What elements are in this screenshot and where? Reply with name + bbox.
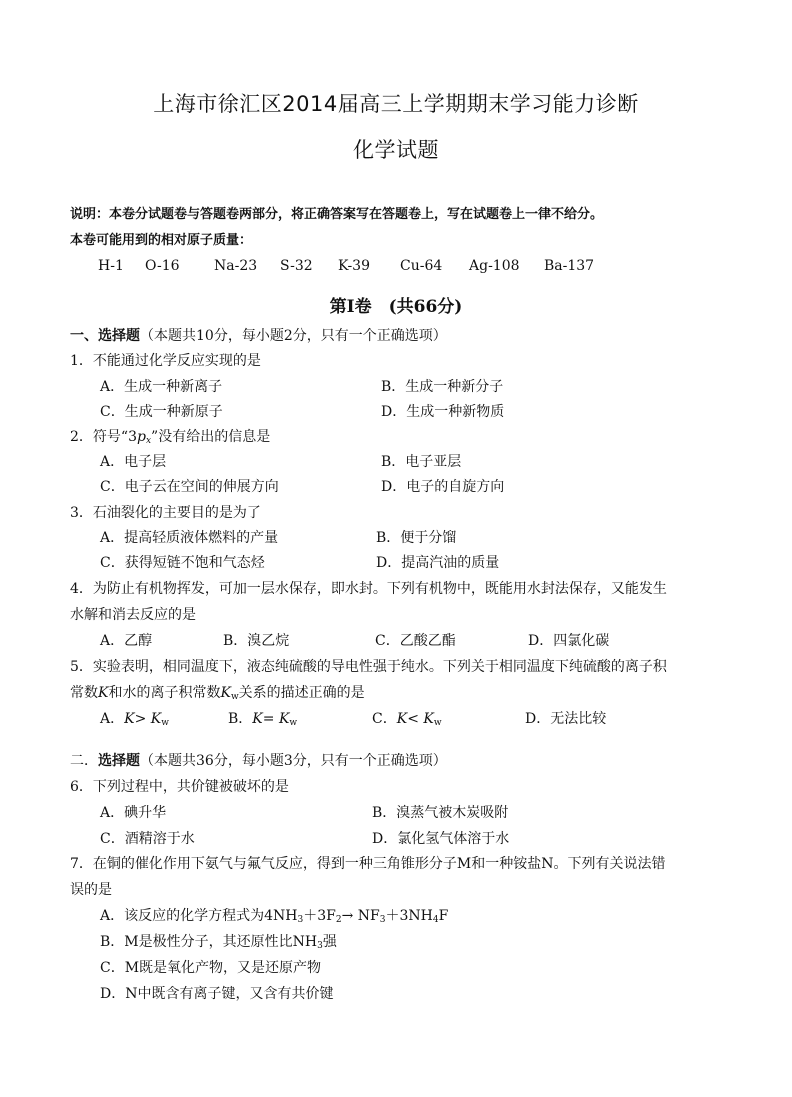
q4-option-c: C．乙酸乙酯 <box>375 633 456 649</box>
q2-stem-x: x <box>145 436 152 446</box>
exam-subtitle: 化学试题 <box>353 138 439 162</box>
q5-stem-w: w <box>230 692 239 702</box>
q3-option-d: D．提高汽油的质量 <box>376 555 500 571</box>
atomic-mass: S-32 <box>280 258 313 274</box>
q7-b-s: 3 <box>317 941 323 951</box>
section2-desc: （本题共36分，每小题3分，只有一个正确选项） <box>140 753 447 769</box>
q7-option-d: D．N中既含有离子键，又含有共价键 <box>100 986 334 1002</box>
q6-option-d: D．氯化氢气体溶于水 <box>372 831 510 847</box>
q7-a-s1: 3 <box>297 915 304 925</box>
q5-a-w: w <box>161 718 169 728</box>
q5-c-k: K <box>396 711 408 727</box>
q5-b-pre: B． <box>228 711 253 727</box>
q5-option-c <box>372 708 442 728</box>
q3-option-a: A．提高轻质液体燃料的产量 <box>100 530 279 546</box>
q6-option-a: A．碘升华 <box>100 805 167 821</box>
q5-c-kw: K <box>423 711 434 727</box>
q5-stem-kw: K <box>220 685 231 701</box>
atomic-mass: K-39 <box>338 258 370 274</box>
q4-option-a: A．乙醇 <box>100 633 153 649</box>
atomic-mass: H-1 <box>98 258 124 274</box>
q7-a-end: F <box>438 908 449 924</box>
section1-heading: 一、选择题 <box>70 328 140 344</box>
reaction-arrow-icon: → <box>341 908 358 924</box>
q7-a-s3: 3 <box>379 915 386 925</box>
q5-a-k: K <box>124 711 135 727</box>
q6-option-c: C．酒精溶于水 <box>100 831 195 847</box>
q5-b-k: K <box>252 711 263 727</box>
q5-stem-mid: 和水的离子积常数 <box>108 685 221 701</box>
q7-a-pre: A．该反应的化学方程式为4NH <box>100 908 298 924</box>
section2-header <box>70 750 447 770</box>
section1-header <box>70 325 447 345</box>
question-7-stem-line1: 7．在铜的催化作用下氨气与氟气反应，得到一种三角锥形分子M和一种铵盐N。下列有关说法错 <box>70 856 666 872</box>
q1-option-c: C．生成一种新原子 <box>100 404 223 420</box>
q5-option-b <box>228 708 297 728</box>
q7-b-pre: B．M是极性分子，其还原性比NH <box>100 934 318 950</box>
question-5-stem-line1: 5．实验表明，相同温度下，液态纯硫酸的导电性强于纯水。下列关于相同温度下纯硫酸的离子积 <box>70 659 667 675</box>
atomic-mass: O-16 <box>145 258 180 274</box>
section1-desc: （本题共10分，每小题2分，只有一个正确选项） <box>140 328 447 344</box>
q3-option-b: B．便于分馏 <box>376 530 457 546</box>
atomic-mass: Cu-64 <box>400 258 443 274</box>
q5-stem-k: K <box>98 685 109 701</box>
q1-option-d: D．生成一种新物质 <box>381 404 505 420</box>
q2-option-b: B．电子亚层 <box>381 454 462 470</box>
q5-option-a <box>100 708 169 728</box>
volume-title: 第Ⅰ卷 (共66分) <box>329 297 463 317</box>
section2-heading-pre: 二． <box>70 753 98 769</box>
q2-stem-post: ”没有给出的信息是 <box>151 429 271 445</box>
question-1-stem: 1．不能通过化学反应实现的是 <box>70 353 261 369</box>
exam-title: 上海市徐汇区2014届高三上学期期末学习能力诊断 <box>153 92 639 116</box>
q7-a-m1: ＋3F <box>303 908 336 924</box>
q5-option-d: D．无法比较 <box>525 711 607 727</box>
q5-a-pre: A． <box>100 711 125 727</box>
q6-option-b: B．溴蒸气被木炭吸附 <box>372 805 509 821</box>
question-6-stem: 6．下列过程中，共价键被破坏的是 <box>70 779 289 795</box>
section2-heading: 选择题 <box>98 753 140 769</box>
question-5-stem-line2 <box>70 682 365 702</box>
q2-stem-p: p <box>136 429 146 445</box>
masses-label: 本卷可能用到的相对原子质量： <box>70 233 253 248</box>
q1-option-b: B．生成一种新分子 <box>381 379 504 395</box>
question-3-stem: 3．石油裂化的主要目的是为了 <box>70 505 261 521</box>
atomic-mass: Na-23 <box>214 258 258 274</box>
q7-a-s2: 2 <box>335 915 342 925</box>
q7-b-post: 强 <box>322 934 337 950</box>
instructions-note: 说明：本卷分试题卷与答题卷两部分，将正确答案写在答题卷上，写在试题卷上一律不给分。 <box>70 207 604 222</box>
q5-c-w: w <box>433 718 442 728</box>
atomic-mass: Ba-137 <box>544 258 595 274</box>
atomic-mass: Ag-108 <box>469 258 520 274</box>
q5-a-kw: K <box>150 711 162 727</box>
q7-a-s4: 4 <box>432 915 439 925</box>
q7-option-a <box>100 905 448 925</box>
q5-a-op: > <box>134 711 151 727</box>
q5-c-op: < <box>407 711 424 727</box>
q2-option-c: C．电子云在空间的伸展方向 <box>100 479 279 495</box>
q5-b-w: w <box>289 718 298 728</box>
q4-option-d: D．四氯化碳 <box>528 633 610 649</box>
question-7-stem-line2: 误的是 <box>70 882 112 898</box>
q2-stem-pre: 2．符号“3 <box>70 429 137 445</box>
q7-a-m3: ＋3NH <box>385 908 433 924</box>
q5-b-op: = <box>262 711 279 727</box>
q3-option-c: C．获得短链不饱和气态烃 <box>100 555 265 571</box>
question-4-stem-line1: 4．为防止有机物挥发，可加一层水保存，即水封。下列有机物中，既能用水封法保存，又能发生 <box>70 581 667 597</box>
question-2-stem <box>70 426 270 446</box>
q5-b-kw: K <box>278 711 290 727</box>
q5-stem-post: 关系的描述正确的是 <box>238 685 365 701</box>
q7-option-b <box>100 931 337 951</box>
q5-stem-pre: 常数 <box>70 685 98 701</box>
q2-option-d: D．电子的自旋方向 <box>381 479 505 495</box>
q7-option-c: C．M既是氧化产物，又是还原产物 <box>100 960 322 976</box>
q7-a-m2: NF <box>357 908 380 924</box>
q2-option-a: A．电子层 <box>100 454 167 470</box>
q4-option-b: B．溴乙烷 <box>223 633 290 649</box>
q5-c-pre: C． <box>372 711 397 727</box>
q1-option-a: A．生成一种新离子 <box>100 379 223 395</box>
question-4-stem-line2: 水解和消去反应的是 <box>70 607 196 623</box>
